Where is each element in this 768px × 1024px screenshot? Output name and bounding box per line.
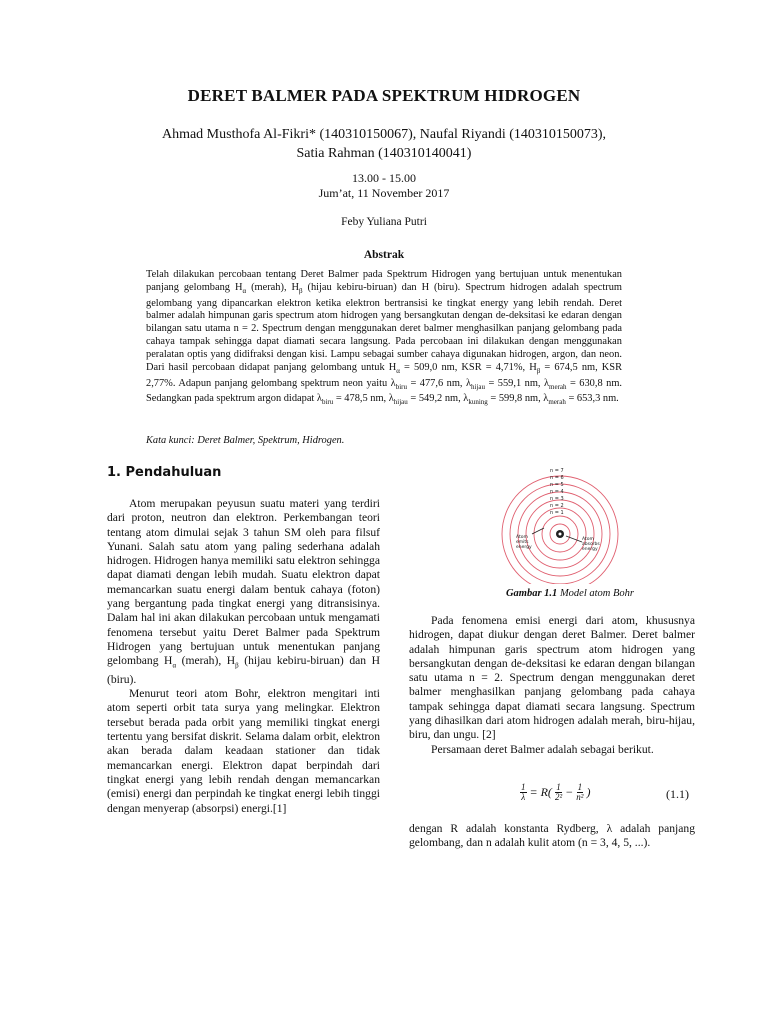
abstract-segment: = 599,8 nm, λ — [487, 393, 549, 405]
level-label-n6: n = 6 — [550, 475, 564, 481]
abstract-subscript: merah — [548, 398, 566, 407]
author-list — [60, 125, 708, 163]
term2-fraction — [576, 783, 583, 802]
abstract-segment: = 653,3 nm. — [565, 393, 619, 405]
absorb-label-3: energy — [582, 547, 598, 552]
abstract-text — [146, 269, 622, 409]
balmer-equation — [520, 783, 590, 802]
right-paragraph-2: Persamaan deret Balmer adalah sebagai berikut. — [431, 742, 654, 756]
abstract-subscript: biru — [395, 382, 408, 391]
abstract-subscript: β — [299, 286, 303, 295]
left-column — [107, 497, 380, 816]
level-label-n2: n = 2 — [550, 503, 564, 509]
absorb-label-1: Atom — [582, 537, 594, 542]
lhs-denominator: λ — [521, 792, 526, 802]
intro-paragraph-2: Menurut teori atom Bohr, elektron mengitari inti atom seperti orbit tata surya yang melingkar. Elektron tersebut berada pada orbit yang memiliki tingkat energi tertentu yang bersifat diskrit. Selama dalam orbit, elektron akan berada dalam keadaan stationer dan tidak memancarkan energi. Elektron dapat berpindah dari tingkat energi yang lebih rendah dengan memancarkan (emisi) energi dan perpindah ke tingkat energi lebih tinggi dengan menyerap (absorpsi) energi.[1] — [107, 687, 380, 815]
figure-caption — [470, 588, 670, 599]
abstract-segment: = 674,5 nm, KSR 2,77%. Adapun panjang gelombang spektrum neon yaitu λ — [146, 361, 623, 389]
level-label-n1: n = 1 — [550, 510, 564, 516]
session-date: Jum’at, 11 November 2017 — [318, 186, 450, 200]
close-paren: ) — [586, 785, 591, 799]
abstract-subscript: α — [242, 286, 247, 295]
session-time: 13.00 - 15.00 — [352, 171, 416, 185]
abstract-subscript: merah — [549, 382, 567, 391]
keywords: Kata kunci: Deret Balmer, Spektrum, Hidrogen. — [146, 435, 345, 446]
section-heading: 1. Pendahuluan — [107, 465, 222, 480]
abstract-subscript: β — [536, 366, 541, 375]
abstract-segment: = 630,8 nm. Sedangkan pada spektrum argon didapat λ — [146, 377, 623, 405]
lhs-fraction — [520, 783, 527, 802]
absorb-label-2: absorbs — [582, 542, 600, 547]
right-column — [409, 614, 695, 757]
term2-numerator: 1 — [577, 782, 583, 792]
abstract-subscript: hijau — [393, 398, 408, 407]
abstract-segment: = 477,6 nm, λ — [407, 377, 472, 389]
abstract-segment: (merah), H — [246, 281, 299, 293]
emit-label-2: emits — [516, 540, 529, 545]
term1-denominator: 2² — [554, 792, 563, 802]
abstract-heading: Abstrak — [363, 249, 405, 261]
abstract-segment: = 559,1 nm, λ — [485, 377, 550, 389]
term1-fraction — [555, 783, 562, 802]
authors-line-2: Satia Rahman (140310140041) — [296, 146, 472, 161]
subscript: α — [172, 661, 177, 670]
figure-caption-label: Gambar 1.1 — [505, 588, 558, 599]
right-paragraph-1: Pada fenomena emisi energi dari atom, khususnya hidrogen, dapat diukur dengan deret Balmer. Deret balmer adalah himpunan garis spectrum atom hidrogen yang bersangkutan dengan de-deksitasi ke edaran dengan bilangan satu utama n = 2. Spectrum dengan menggunakan deret balmer menghasilkan panjang gelombang pada cahaya tampak sehingga dapat diamati secara langsung. Spectrum yang dihasilkan dari atom hidrogen adalah merah, biru-hijau, biru, dan ungu. [2] — [409, 614, 695, 742]
session-info — [0, 171, 768, 201]
nucleus-core — [559, 533, 562, 536]
equals-r: = R( — [529, 785, 552, 799]
text-segment: (hijau kebiru-biruan) dan H (biru). — [107, 654, 380, 686]
level-label-n7: n = 7 — [550, 468, 564, 474]
abstract-segment: = 478,5 nm, λ — [333, 393, 394, 405]
abstract-segment: (hijau kebiru-biruan) dan H (biru). Spectrum hidrogen adalah spectrum gelombang yang dipancarkan elektron ketika elektron bertransisi ke tingkat energy yang lebih rendah. Deret balmer adalah himpunan garis spectrum atom hidrogen yang bersangkutan dengan de-deksitasi ke edaran dengan bilangan satu utama n = 2. Spectrum dengan menggunakan deret balmer menghasilkan panjang gelombang pada cahaya tampak sehingga dapat diamati secara langsung. Pada percobaan ini dilakukan dengan menggunakan peralatan optis yang didifraksi dengan kisi. Lampu sebagai sumber cahaya digunakan hidrogen, argon, dan neon. Dari hasil percobaan didapat panjang gelombang untuk H — [146, 281, 622, 373]
term2-denominator: n² — [576, 792, 584, 802]
subscript: β — [235, 661, 239, 670]
level-label-n3: n = 3 — [550, 496, 564, 502]
figure-caption-text: Model atom Bohr — [557, 588, 635, 599]
term1-numerator: 1 — [556, 782, 561, 792]
equation-definition: dengan R adalah konstanta Rydberg, λ adalah panjang gelombang, dan n adalah kulit atom (n = 3, 4, 5, ...). — [409, 822, 695, 850]
paper-title: DERET BALMER PADA SPEKTRUM HIDROGEN — [187, 86, 581, 105]
supervisor-name: Feby Yuliana Putri — [341, 216, 427, 228]
level-label-n5: n = 5 — [550, 482, 564, 488]
abstract-segment: = 549,2 nm, λ — [407, 393, 469, 405]
abstract-subscript: hijau — [471, 382, 486, 391]
intro-paragraph-1 — [107, 497, 380, 687]
text-segment: (merah), H — [176, 654, 236, 668]
emit-label-1: Atom — [516, 535, 528, 540]
abstract-subscript: biru — [321, 398, 334, 407]
level-label-n4: n = 4 — [550, 489, 564, 495]
emit-label-3: energy — [516, 545, 532, 550]
equation-number: (1.1) — [666, 787, 689, 801]
authors-line-1: Ahmad Musthofa Al-Fikri* (140310150067), Naufal Riyandi (140310150073), — [161, 127, 607, 142]
lhs-numerator: 1 — [521, 782, 526, 792]
text-segment: Atom merupakan peyusun suatu materi yang terdiri dari proton, neutron dan elektron. Perkembangan teori tentang atom dimulai sejak 3 tahun SM oleh para filsuf Yunani. Salah satu atom yang paling sederhana adalah hidrogen. Hidrogen hanya memiliki satu elektron sehingga dapat diamati dengan lebih mudah. Suatu elektron dapat memancarkan suatu energi dalam bentuk cahaya (foton) yang bergantung pada tingkat energi yang ditransisinya. Dalam hal ini akan dilakukan percobaan untuk mengamati fenomena tersebut yaitu Deret Balmer pada Spektrum Hidrogen yang bertujuan untuk menentukan panjang gelombang H — [107, 497, 380, 668]
abstract-segment: = 509,0 nm, KSR = 4,71%, H — [399, 361, 537, 373]
minus-sign: − — [565, 785, 574, 799]
bohr-model-figure — [498, 460, 622, 584]
abstract-subscript: kuning — [468, 398, 488, 407]
abstract-segment: Telah dilakukan percobaan tentang Deret Balmer pada Spektrum Hidrogen yang bertujuan untuk menentukan panjang gelombang H — [146, 269, 622, 293]
abstract-subscript: α — [396, 366, 400, 375]
